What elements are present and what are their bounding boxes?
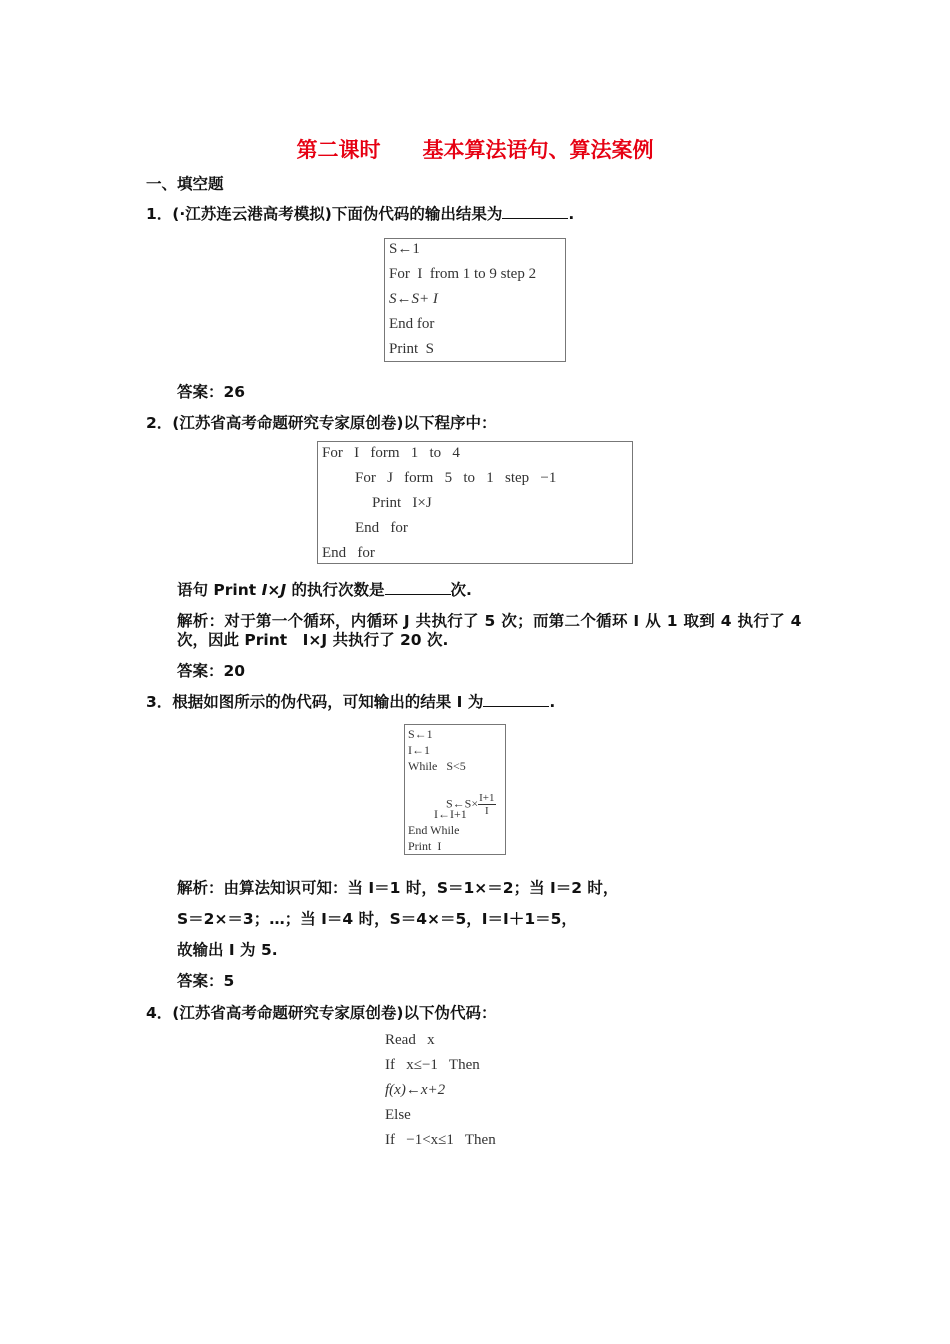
answer-blank <box>483 692 549 707</box>
code-expression: S←S× <box>446 796 479 811</box>
fraction <box>478 792 495 817</box>
code-box-3 <box>404 724 506 855</box>
code-line: If −1<x≤1 Then <box>385 1132 496 1148</box>
question-3 <box>146 690 555 712</box>
code-line: While S<5 <box>408 759 466 773</box>
analysis-2-line-2: 次，因此 Print I×J 共执行了 20 次. <box>177 631 449 649</box>
code-line: S←1 <box>408 727 433 741</box>
question-3-text: 3．根据如图所示的伪代码，可知输出的结果 I 为 <box>146 693 484 711</box>
code-line: End for <box>389 316 435 332</box>
question-2: 2．(江苏省高考命题研究专家原创卷)以下程序中： <box>146 414 497 432</box>
question-2-prompt-tail: 次. <box>450 581 472 599</box>
answer-blank <box>385 580 451 595</box>
answer-2: 答案：20 <box>177 662 246 680</box>
analysis-3-line-2: S＝2×＝3；…；当 I＝4 时，S＝4×＝5，I＝I＋1＝5， <box>177 910 577 928</box>
code-line: f(x)←x+2 <box>385 1082 446 1098</box>
page-title: 第二课时 基本算法语句、算法案例 <box>296 138 654 162</box>
analysis-3-line-1: 解析：由算法知识可知：当 I＝1 时，S＝1×＝2；当 I＝2 时， <box>177 879 619 897</box>
code-line: For I from 1 to 9 step 2 <box>389 266 537 282</box>
code-block-4 <box>384 1030 584 1160</box>
code-line: Read x <box>385 1032 435 1048</box>
code-line: For I form 1 to 4 <box>322 445 460 461</box>
code-line: S←S+ I <box>389 291 438 307</box>
code-box-2 <box>317 441 633 564</box>
question-2-variable: I×J <box>261 581 287 599</box>
code-line: S←1 <box>389 241 420 257</box>
code-line: I←I+1 <box>434 807 467 821</box>
code-line: I←1 <box>408 743 430 757</box>
code-line: Else <box>385 1107 411 1123</box>
question-1-tail: . <box>568 205 575 223</box>
code-line: Print S <box>389 341 435 357</box>
fraction-denominator: I <box>484 805 489 817</box>
code-line: If x≤−1 Then <box>385 1057 480 1073</box>
question-4: 4．(江苏省高考命题研究专家原创卷)以下伪代码： <box>146 1004 497 1022</box>
code-box-1 <box>384 238 566 362</box>
question-2-prompt-mid: 的执行次数是 <box>286 581 385 599</box>
code-line: End for <box>322 545 375 561</box>
answer-3: 答案：5 <box>177 972 235 990</box>
question-2-prompt-pre: 语句 Print <box>177 581 262 599</box>
code-line: For J form 5 to 1 step −1 <box>355 470 557 486</box>
question-2-prompt <box>177 578 472 600</box>
question-1-text: 1．(·江苏连云港高考模拟)下面伪代码的输出结果为 <box>146 205 503 223</box>
answer-1: 答案：26 <box>177 383 246 401</box>
fraction-numerator: I+1 <box>479 792 495 804</box>
analysis-2-line-1: 解析：对于第一个循环，内循环 J 共执行了 5 次；而第二个循环 I 从 1 取到 4 执行了 4 <box>177 612 802 630</box>
answer-blank <box>502 204 568 219</box>
question-3-tail: . <box>549 693 556 711</box>
code-line: End While <box>408 823 460 837</box>
code-line: End for <box>355 520 408 536</box>
question-1 <box>146 202 574 224</box>
code-line: Print I <box>408 839 442 853</box>
section-heading: 一、填空题 <box>146 175 224 193</box>
code-line: Print I×J <box>372 495 432 511</box>
analysis-3-line-3: 故输出 I 为 5. <box>177 941 278 959</box>
